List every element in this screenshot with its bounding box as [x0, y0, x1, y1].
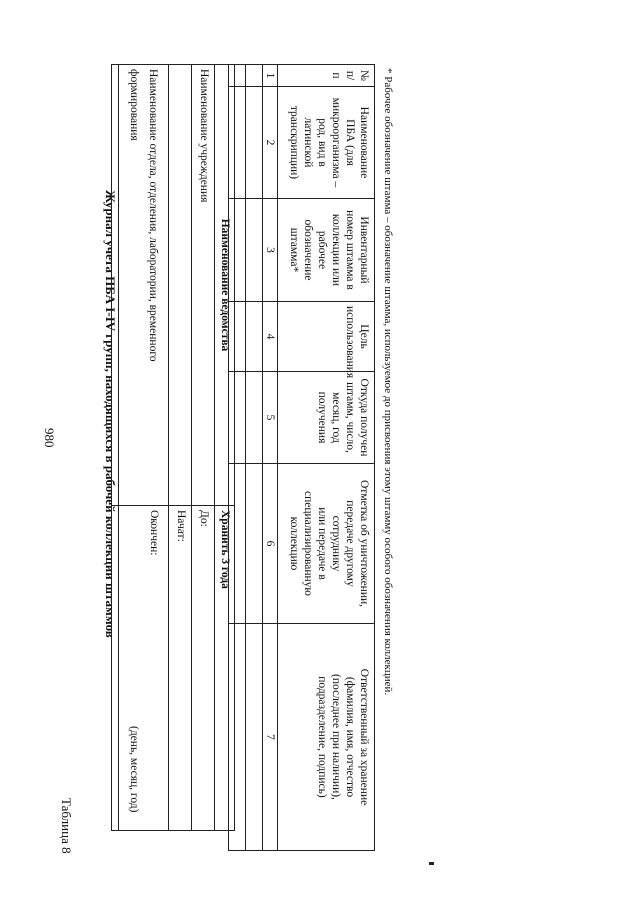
table-cell	[246, 199, 263, 302]
scan-mark	[429, 862, 434, 865]
col-header-inventory-number: Инвентарный номер штамма в коллекции или рабочее обозначение штамма*	[278, 199, 375, 302]
institution-label: Наименование учреждения	[198, 69, 210, 203]
table-row	[229, 65, 246, 851]
table-cell	[229, 302, 246, 372]
table-cell	[229, 624, 246, 851]
journal-header-table	[111, 64, 235, 831]
table-cell	[229, 464, 246, 624]
department-cell	[119, 65, 169, 506]
col-number: 4	[263, 302, 278, 372]
table-cell	[246, 624, 263, 851]
finished-label: Окончен:	[148, 510, 160, 556]
started-label: Начат:	[175, 510, 187, 542]
to-label: До:	[198, 510, 210, 527]
col-number: 3	[263, 199, 278, 302]
ministry-label: Наименование ведомства	[219, 218, 231, 352]
col-header-pba-name: Наименование ПБА (для микроорганизма – род, вид в латинской транскрипции)	[278, 87, 375, 199]
journal-table	[228, 64, 375, 851]
table-label: Таблица 8	[59, 798, 74, 854]
col-number: 2	[263, 87, 278, 199]
table-cell	[246, 372, 263, 464]
started-cell	[169, 506, 192, 831]
col-number: 5	[263, 372, 278, 464]
department-label: Наименование отдела, отделения, лаборатории, временного формирования	[128, 69, 159, 362]
col-number: 7	[263, 624, 278, 851]
column-header-row	[278, 65, 375, 851]
finished-cell	[119, 506, 169, 831]
institution-cell	[192, 65, 215, 506]
col-header-source: Откуда получен штамм, число, месяц, год получения	[278, 372, 375, 464]
keep-label: Хранить 3 года	[219, 510, 231, 589]
journal-title: Журнал учета ПБА I-IV групп, находящихся в рабочей коллекции штаммов	[103, 190, 118, 638]
col-header-number: № п/п	[278, 65, 375, 87]
header-blank-cell	[112, 65, 119, 506]
table-cell	[246, 302, 263, 372]
col-number: 1	[263, 65, 278, 87]
col-header-responsible: Ответственный за хранение (фамилия, имя, отчество (последнее при наличии), подразделение, подпись)	[278, 624, 375, 851]
col-header-destruction-mark: Отметка об уничтожении, передаче другому сотруднику или передаче в специализированную коллекцию	[278, 464, 375, 624]
table-cell	[229, 199, 246, 302]
table-cell	[246, 464, 263, 624]
table-cell	[229, 65, 246, 87]
table-row	[246, 65, 263, 851]
column-number-row	[263, 65, 278, 851]
table-cell	[246, 65, 263, 87]
table-cell	[229, 87, 246, 199]
page-number: 980	[42, 428, 57, 448]
to-cell	[192, 506, 215, 831]
institution-blank-cell	[169, 65, 192, 506]
table-cell	[229, 372, 246, 464]
table-cell	[246, 87, 263, 199]
header-blank-cell	[112, 506, 119, 831]
col-header-purpose: Цель использования	[278, 302, 375, 372]
col-number: 6	[263, 464, 278, 624]
footnote: * Рабочее обозначение штамма – обозначение штамма, используемое до присвоения этому штамму особого обозначения коллекцией.	[382, 68, 394, 696]
date-hint: (день, месяц, год)	[128, 726, 140, 813]
